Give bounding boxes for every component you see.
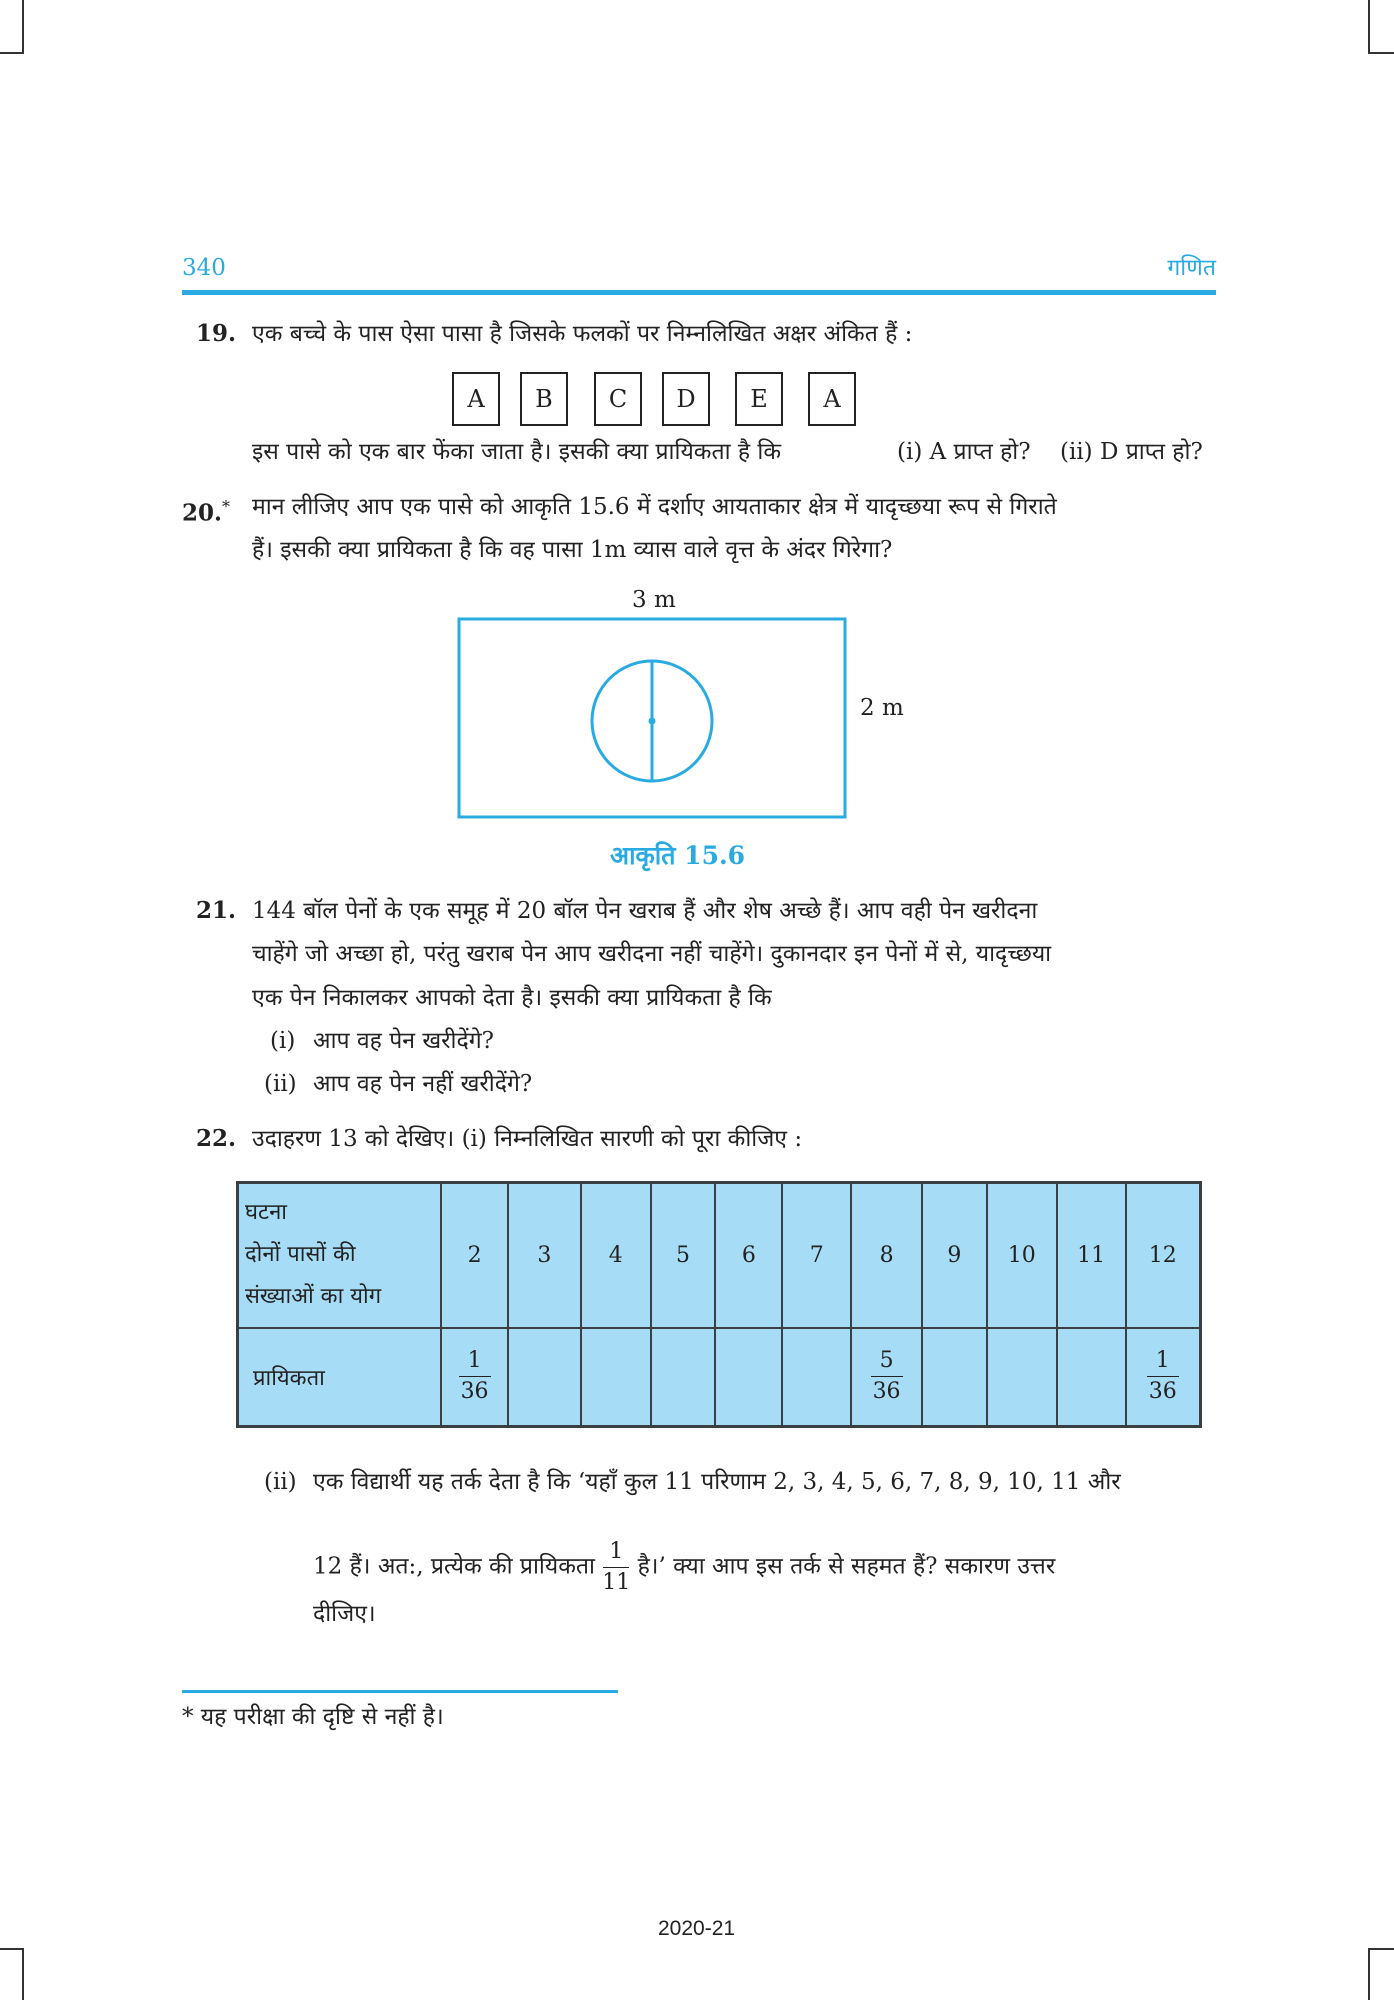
crop-mark [22, 0, 24, 52]
q21-part-i: आप वह पेन खरीदेंगे? [313, 1028, 495, 1054]
sum-cell: 10 [987, 1183, 1057, 1328]
probability-cell [922, 1328, 987, 1427]
figure-width-label: 3 m [632, 587, 676, 613]
probability-cell [851, 1328, 922, 1427]
crop-mark [1368, 0, 1370, 52]
page-number: 340 [182, 255, 226, 281]
die-face: D [662, 372, 710, 426]
sum-cell: 8 [851, 1183, 922, 1328]
q21-line3: एक पेन निकालकर आपको देता है। इसकी क्या प्रायिकता है कि [252, 985, 772, 1011]
fraction-1-11 [602, 1539, 630, 1596]
numerator: 5 [879, 1348, 894, 1374]
table-row-probability [238, 1328, 1201, 1427]
sum-cell: 2 [441, 1183, 508, 1328]
q19-text: एक बच्चे के पास ऐसा पासा है जिसके फलकों पर निम्नलिखित अक्षर अंकित हैं : [252, 321, 913, 347]
q21-number: 21. [196, 897, 237, 924]
probability-cell [1126, 1328, 1201, 1427]
year-footer: 2020-21 [658, 1917, 736, 1940]
header-line: संख्याओं का योग [245, 1284, 382, 1310]
crop-mark [0, 1948, 24, 1950]
probability-cell [581, 1328, 651, 1427]
crop-mark [1368, 1948, 1394, 1950]
q20-text-line1: मान लीजिए आप एक पासे को आकृति 15.6 में दर्शाए आयताकार क्षेत्र में यादृच्छया रूप से गिराते [252, 494, 1057, 520]
die-face: E [735, 372, 783, 426]
sum-cell: 6 [715, 1183, 782, 1328]
denominator: 36 [460, 1379, 489, 1405]
figure-15-6 [455, 615, 850, 821]
sum-cell: 12 [1126, 1183, 1201, 1328]
q22-number: 22. [196, 1125, 237, 1152]
q22-part-ii-line2 [313, 1539, 1055, 1596]
q19-question: इस पासे को एक बार फेंका जाता है। इसकी क्या प्रायिकता है कि [252, 439, 781, 465]
sum-cell: 5 [651, 1183, 716, 1328]
die-face: B [520, 372, 568, 426]
probability-cell [441, 1328, 508, 1427]
q22-part-ii-label: (ii) [264, 1469, 297, 1495]
text: है।’ क्या आप इस तर्क से सहमत हैं? सकारण उत्तर [637, 1553, 1056, 1580]
sum-cell: 7 [782, 1183, 851, 1328]
sum-cell: 9 [922, 1183, 987, 1328]
denominator: 11 [602, 1570, 631, 1595]
sum-cell: 4 [581, 1183, 651, 1328]
q19-part-ii: (ii) D प्राप्त हो? [1060, 439, 1203, 465]
subject-title: गणित [1167, 255, 1216, 281]
probability-cell [651, 1328, 716, 1427]
denominator: 36 [1148, 1379, 1177, 1405]
circle-center [649, 718, 656, 725]
die-face: A [452, 372, 500, 426]
row-header-event [238, 1183, 442, 1328]
crop-mark [22, 1948, 24, 2000]
header-line: घटना [245, 1200, 287, 1226]
sum-cell: 3 [508, 1183, 581, 1328]
probability-cell [1057, 1328, 1126, 1427]
probability-table [236, 1181, 1202, 1428]
probability-cell [987, 1328, 1057, 1427]
crop-mark [0, 52, 24, 54]
header-line: दोनों पासों की [245, 1242, 356, 1268]
q21-line1: 144 बॉल पेनों के एक समूह में 20 बॉल पेन खराब हैं और शेष अच्छे हैं। आप वही पेन खरीदना [252, 898, 1038, 924]
q20-number: 20.* [182, 497, 231, 527]
q21-part-ii: आप वह पेन नहीं खरीदेंगे? [313, 1071, 533, 1097]
row-header-probability: प्रायिकता [238, 1328, 442, 1427]
numerator: 1 [467, 1348, 482, 1374]
q20-text-line2: हैं। इसकी क्या प्रायिकता है कि वह पासा 1m व्यास वाले वृत्त के अंदर गिरेगा? [252, 537, 893, 563]
footnote: * यह परीक्षा की दृष्टि से नहीं है। [182, 1704, 444, 1730]
probability-cell [508, 1328, 581, 1427]
q22-part-ii-line1: एक विद्यार्थी यह तर्क देता है कि ‘यहाँ कुल 11 परिणाम 2, 3, 4, 5, 6, 7, 8, 9, 10, 11 और [313, 1469, 1121, 1495]
table-row-sums [238, 1183, 1201, 1328]
footnote-rule [182, 1690, 618, 1693]
q21-part-ii-label: (ii) [264, 1071, 297, 1097]
figure-caption: आकृति 15.6 [610, 841, 746, 870]
numerator: 1 [1155, 1348, 1170, 1374]
sum-cell: 11 [1057, 1183, 1126, 1328]
denominator: 36 [872, 1379, 901, 1405]
numerator: 1 [609, 1539, 624, 1564]
q19-number: 19. [196, 320, 237, 347]
probability-cell [715, 1328, 782, 1427]
figure-height-label: 2 m [860, 695, 904, 721]
q22-line1: उदाहरण 13 को देखिए। (i) निम्नलिखित सारणी को पूरा कीजिए : [252, 1126, 803, 1152]
q19-part-i: (i) A प्राप्त हो? [897, 439, 1031, 465]
header-rule [182, 290, 1216, 295]
text: 12 हैं। अत:, प्रत्येक की प्रायिकता [313, 1553, 595, 1580]
q21-part-i-label: (i) [270, 1028, 296, 1054]
probability-cell [782, 1328, 851, 1427]
die-face: C [594, 372, 642, 426]
q21-line2: चाहेंगे जो अच्छा हो, परंतु खराब पेन आप खरीदना नहीं चाहेंगे। दुकानदार इन पेनों में से, यादृच्छया [252, 941, 1052, 967]
crop-mark [1368, 52, 1394, 54]
q22-part-ii-line3: दीजिए। [313, 1601, 376, 1627]
die-face: A [808, 372, 856, 426]
crop-mark [1368, 1948, 1370, 2000]
